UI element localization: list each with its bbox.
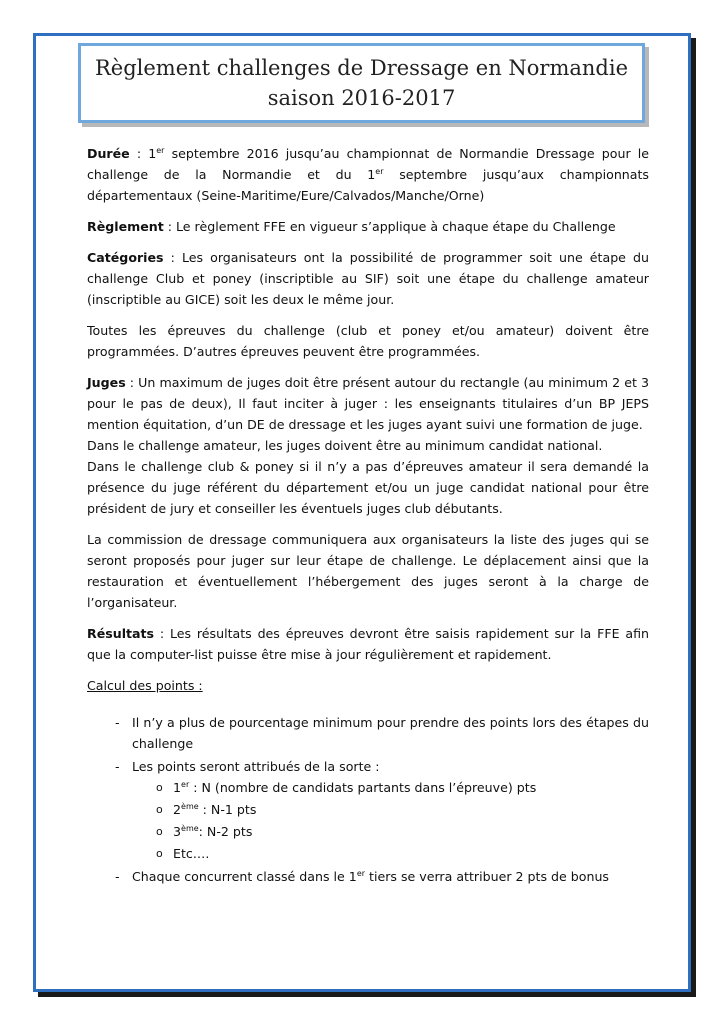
- commission-paragraph: La commission de dressage communiquera aux organisateurs la liste des juges qui se seront proposés pour juger sur leur étape de challenge. Le déplacement ainsi que la restauration et éventuellement l’hébergement des juges seront à la charge de l’organisateur.: [87, 532, 649, 610]
- title-line-2: saison 2016-2017: [267, 86, 456, 110]
- juges-club-paragraph: Dans le challenge club & poney si il n’y a pas d’épreuves amateur il sera demandé la présence du juge référent du département et/ou un juge candidat national pour être président de jury et conseiller les éventuels juges club débutants.: [87, 459, 649, 516]
- title-line-1: Règlement challenges de Dressage en Normandie: [94, 56, 629, 80]
- list-item: - Il n’y a plus de pourcentage minimum pour prendre des points lors des étapes du challenge: [87, 712, 649, 754]
- duree-label: Durée: [87, 146, 130, 161]
- categories-paragraph: Catégories : Les organisateurs ont la possibilité de programmer soit une étape du challenge Club et poney (inscriptible au SIF) soit une étape du challenge amateur (inscriptible au GICE) soit les deux le même jour.: [87, 250, 649, 307]
- resultats-paragraph: Résultats : Les résultats des épreuves devront être saisis rapidement sur la FFE afin que la computer-list puisse être mise à jour régulièrement et rapidement.: [87, 626, 649, 662]
- calcul-list: [87, 712, 649, 887]
- title-box: [78, 43, 645, 123]
- duree-paragraph: Durée : 1er septembre 2016 jusqu’au championnat de Normandie Dressage pour le challenge de la Normandie et du 1er septembre jusqu’aux championnats départementaux (Seine-Maritime/Eure/Calvados/Manche/Orne): [87, 145, 650, 203]
- sub-list-item: o 3ème: N-2 pts: [132, 821, 649, 842]
- sub-list-item: o 2ème : N-1 pts: [132, 799, 649, 820]
- categories-label: Catégories: [87, 250, 164, 265]
- juges-label: Juges: [87, 375, 126, 390]
- reglement-paragraph: Règlement : Le règlement FFE en vigueur s’applique à chaque étape du Challenge: [87, 219, 616, 234]
- list-item: - Chaque concurrent classé dans le 1er tiers se verra attribuer 2 pts de bonus: [87, 866, 649, 887]
- toutes-paragraph: Toutes les épreuves du challenge (club et poney et/ou amateur) doivent être programmées. D’autres épreuves peuvent être programmées.: [87, 323, 649, 359]
- juges-amateur-line: Dans le challenge amateur, les juges doivent être au minimum candidat national.: [87, 438, 603, 453]
- list-item: - Les points seront attribués de la sorte : o 1er : N (nombre de candidats partants dans l’épreuve) pts o 2ème : N-1 pts o 3ème: N-2 pts o Etc.…: [87, 756, 649, 864]
- sub-list-item: o 1er : N (nombre de candidats partants dans l’épreuve) pts: [132, 777, 649, 798]
- points-sublist: [132, 777, 649, 864]
- juges-paragraph: Juges : Un maximum de juges doit être présent autour du rectangle (au minimum 2 et 3 pour le pas de deux), Il faut inciter à juger : les enseignants titulaires d’un BP JEPS mention équitation, d’un DE de dressage et les juges ayant suivi une formation de juge.: [87, 375, 649, 432]
- sub-list-item: o Etc.…: [132, 843, 649, 864]
- resultats-label: Résultats: [87, 626, 155, 641]
- calcul-heading: Calcul des points :: [87, 678, 203, 693]
- reglement-label: Règlement: [87, 219, 164, 234]
- document-body: [87, 143, 649, 889]
